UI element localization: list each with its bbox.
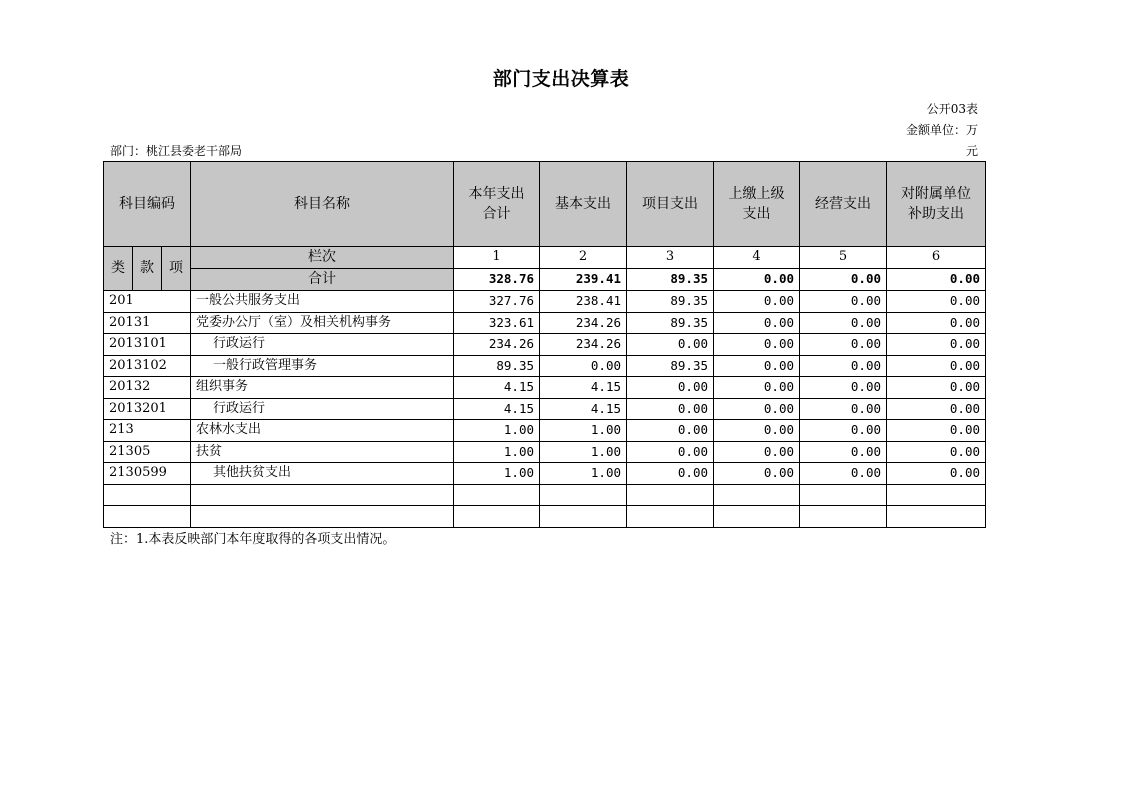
header-lei: 类: [104, 247, 133, 291]
table-row: [104, 398, 986, 420]
row-value: 0.00: [887, 420, 986, 442]
column-number-row: [104, 247, 986, 269]
header-business: 经营支出: [800, 162, 887, 247]
col-num-2: 2: [540, 247, 627, 269]
empty-cell: [540, 484, 627, 506]
empty-cell: [887, 484, 986, 506]
table-row: [104, 291, 986, 313]
empty-row: [104, 484, 986, 506]
empty-cell: [800, 484, 887, 506]
form-number: 公开03表: [926, 102, 978, 116]
empty-cell: [627, 506, 714, 528]
row-code: 2013102: [104, 355, 191, 377]
col-num-3: 3: [627, 247, 714, 269]
total-value: 89.35: [627, 269, 714, 291]
header-subsidy: 对附属单位 补助支出: [887, 162, 986, 247]
row-code: 20132: [104, 377, 191, 399]
row-value: 1.00: [540, 420, 627, 442]
row-value: 0.00: [714, 334, 800, 356]
row-value: 89.35: [454, 355, 540, 377]
row-value: 1.00: [454, 463, 540, 485]
row-value: 327.76: [454, 291, 540, 313]
total-value: 0.00: [887, 269, 986, 291]
row-value: 1.00: [540, 463, 627, 485]
header-code: 科目编码: [104, 162, 191, 247]
empty-cell: [191, 484, 454, 506]
table-row: [104, 377, 986, 399]
row-value: 4.15: [454, 398, 540, 420]
row-value: 4.15: [454, 377, 540, 399]
row-value: 234.26: [540, 334, 627, 356]
row-value: 0.00: [627, 420, 714, 442]
row-value: 0.00: [887, 334, 986, 356]
row-code: 20131: [104, 312, 191, 334]
row-value: 0.00: [887, 312, 986, 334]
header-project: 项目支出: [627, 162, 714, 247]
row-value: 0.00: [627, 334, 714, 356]
row-value: 0.00: [800, 377, 887, 399]
row-value: 0.00: [627, 441, 714, 463]
table-row: [104, 463, 986, 485]
row-value: 0.00: [887, 463, 986, 485]
row-value: 0.00: [540, 355, 627, 377]
row-value: 0.00: [714, 441, 800, 463]
row-value: 0.00: [714, 312, 800, 334]
col-num-4: 4: [714, 247, 800, 269]
expenditure-table: [103, 161, 986, 528]
row-value: 238.41: [540, 291, 627, 313]
row-value: 0.00: [714, 420, 800, 442]
row-value: 89.35: [627, 355, 714, 377]
empty-cell: [714, 506, 800, 528]
row-value: 89.35: [627, 291, 714, 313]
row-name: 行政运行: [191, 398, 454, 420]
row-value: 0.00: [714, 463, 800, 485]
row-value: 0.00: [800, 334, 887, 356]
row-code: 2013101: [104, 334, 191, 356]
empty-cell: [454, 506, 540, 528]
row-value: 0.00: [627, 377, 714, 399]
empty-cell: [714, 484, 800, 506]
row-name: 一般公共服务支出: [191, 291, 454, 313]
row-code: 21305: [104, 441, 191, 463]
total-value: 328.76: [454, 269, 540, 291]
row-value: 0.00: [714, 291, 800, 313]
table-row: [104, 441, 986, 463]
row-value: 0.00: [627, 463, 714, 485]
empty-row: [104, 506, 986, 528]
table-row: [104, 355, 986, 377]
row-name: 行政运行: [191, 334, 454, 356]
row-code: 2013201: [104, 398, 191, 420]
row-value: 4.15: [540, 377, 627, 399]
header-total: 本年支出 合计: [454, 162, 540, 247]
empty-cell: [887, 506, 986, 528]
row-value: 0.00: [714, 398, 800, 420]
header-upper: 上缴上级 支出: [714, 162, 800, 247]
row-value: 0.00: [800, 463, 887, 485]
row-name: 其他扶贫支出: [191, 463, 454, 485]
row-code: 213: [104, 420, 191, 442]
row-value: 234.26: [540, 312, 627, 334]
row-value: 1.00: [540, 441, 627, 463]
empty-cell: [454, 484, 540, 506]
empty-cell: [800, 506, 887, 528]
row-value: 4.15: [540, 398, 627, 420]
row-value: 89.35: [627, 312, 714, 334]
row-value: 0.00: [800, 355, 887, 377]
row-value: 1.00: [454, 420, 540, 442]
amount-unit-label: 金额单位：万: [905, 123, 978, 137]
row-code: 2130599: [104, 463, 191, 485]
row-value: 0.00: [887, 355, 986, 377]
total-label: 合计: [191, 269, 454, 291]
row-name: 一般行政管理事务: [191, 355, 454, 377]
row-value: 0.00: [800, 420, 887, 442]
empty-cell: [191, 506, 454, 528]
row-value: 0.00: [800, 312, 887, 334]
col-num-1: 1: [454, 247, 540, 269]
table-row: [104, 334, 986, 356]
row-value: 0.00: [887, 441, 986, 463]
row-value: 0.00: [887, 291, 986, 313]
row-value: 0.00: [800, 291, 887, 313]
total-value: 0.00: [714, 269, 800, 291]
row-value: 0.00: [887, 377, 986, 399]
page-title: 部门支出决算表: [492, 68, 630, 90]
amount-unit-label-continued: 元: [965, 144, 978, 158]
row-name: 农林水支出: [191, 420, 454, 442]
row-value: 0.00: [714, 377, 800, 399]
col-num-5: 5: [800, 247, 887, 269]
row-value: 1.00: [454, 441, 540, 463]
header-basic: 基本支出: [540, 162, 627, 247]
empty-cell: [540, 506, 627, 528]
row-name: 党委办公厅（室）及相关机构事务: [191, 312, 454, 334]
row-value: 0.00: [800, 398, 887, 420]
header-name: 科目名称: [191, 162, 454, 247]
table-row: [104, 420, 986, 442]
row-value: 0.00: [800, 441, 887, 463]
col-num-6: 6: [887, 247, 986, 269]
header-row: [104, 162, 986, 247]
row-code: 201: [104, 291, 191, 313]
total-value: 239.41: [540, 269, 627, 291]
row-value: 0.00: [887, 398, 986, 420]
table-row: [104, 312, 986, 334]
empty-cell: [627, 484, 714, 506]
footnote: 注：1.本表反映部门本年度取得的各项支出情况。: [110, 532, 396, 547]
row-name: 扶贫: [191, 441, 454, 463]
empty-cell: [104, 484, 191, 506]
row-value: 0.00: [714, 355, 800, 377]
column-label: 栏次: [191, 247, 454, 269]
row-value: 0.00: [627, 398, 714, 420]
row-name: 组织事务: [191, 377, 454, 399]
total-row: [104, 269, 986, 291]
row-value: 234.26: [454, 334, 540, 356]
header-xiang: 项: [162, 247, 191, 291]
department-label: 部门：桃江县委老干部局: [110, 144, 243, 158]
total-value: 0.00: [800, 269, 887, 291]
empty-cell: [104, 506, 191, 528]
header-kuan: 款: [133, 247, 162, 291]
row-value: 323.61: [454, 312, 540, 334]
